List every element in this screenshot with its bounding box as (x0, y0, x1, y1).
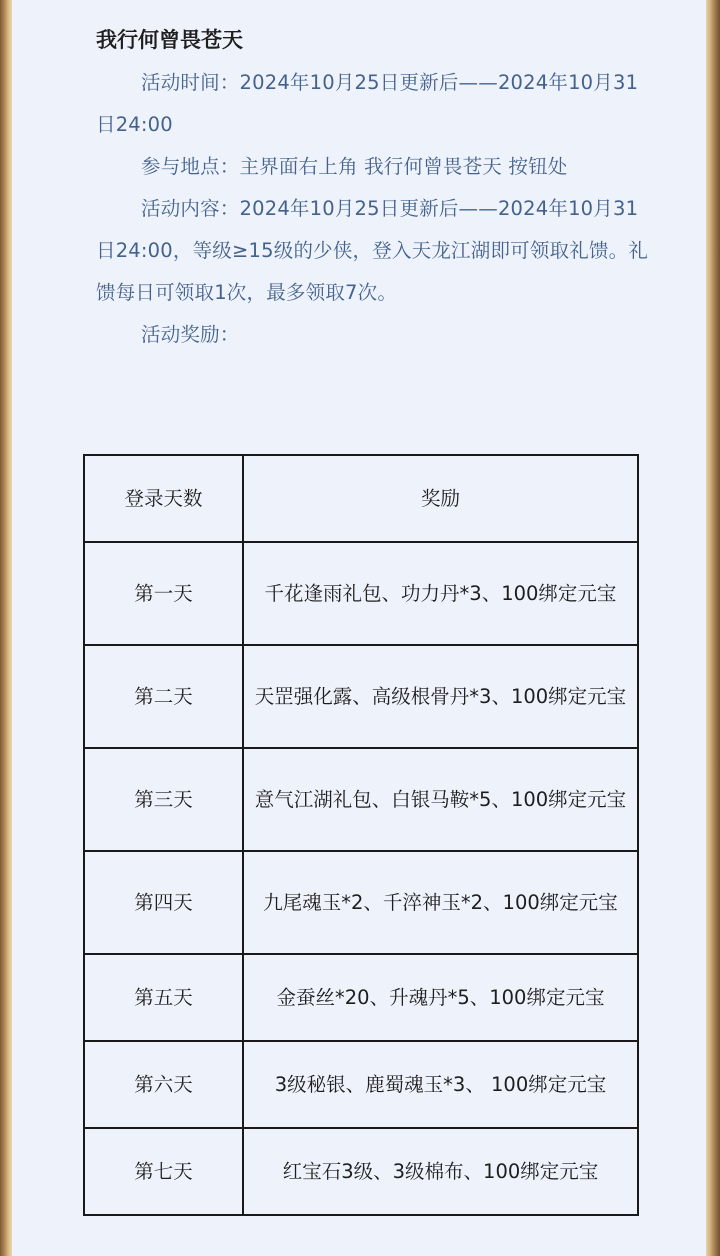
reward-cell: 金蚕丝*20、升魂丹*5、100绑定元宝 (243, 954, 638, 1041)
table-header-row (84, 455, 638, 542)
frame-border-left (0, 0, 12, 1256)
reward-cell: 天罡强化露、高级根骨丹*3、100绑定元宝 (243, 645, 638, 748)
table-row (84, 748, 638, 851)
article-content (96, 22, 656, 356)
column-header-reward: 奖励 (243, 455, 638, 542)
reward-cell: 九尾魂玉*2、千淬神玉*2、100绑定元宝 (243, 851, 638, 954)
rewards-table (83, 454, 639, 1216)
event-content-paragraph: 活动内容：2024年10月25日更新后——2024年10月31日24:00，等级≥15级的少侠，登入天龙江湖即可领取礼馈。礼馈每日可领取1次，最多领取7次。 (96, 197, 649, 304)
reward-cell: 红宝石3级、3级棉布、100绑定元宝 (243, 1128, 638, 1215)
day-cell: 第一天 (84, 542, 243, 645)
table-row (84, 645, 638, 748)
event-location-paragraph: 参与地点：主界面右上角 我行何曾畏苍天 按钮处 (141, 155, 568, 178)
day-cell: 第五天 (84, 954, 243, 1041)
reward-cell: 3级秘银、鹿蜀魂玉*3、 100绑定元宝 (243, 1041, 638, 1128)
day-cell: 第四天 (84, 851, 243, 954)
day-cell: 第二天 (84, 645, 243, 748)
day-cell: 第三天 (84, 748, 243, 851)
table-row (84, 1041, 638, 1128)
article-title: 我行何曾畏苍天 (96, 28, 243, 52)
event-time-paragraph: 活动时间：2024年10月25日更新后——2024年10月31日24:00 (96, 71, 639, 136)
event-rewards-heading: 活动奖励： (141, 323, 240, 346)
table-row (84, 542, 638, 645)
frame-border-right (706, 0, 720, 1256)
day-cell: 第七天 (84, 1128, 243, 1215)
reward-cell: 意气江湖礼包、白银马鞍*5、100绑定元宝 (243, 748, 638, 851)
table-row (84, 954, 638, 1041)
column-header-login-days: 登录天数 (84, 455, 243, 542)
table-row (84, 1128, 638, 1215)
table-row (84, 851, 638, 954)
day-cell: 第六天 (84, 1041, 243, 1128)
reward-cell: 千花逢雨礼包、功力丹*3、100绑定元宝 (243, 542, 638, 645)
